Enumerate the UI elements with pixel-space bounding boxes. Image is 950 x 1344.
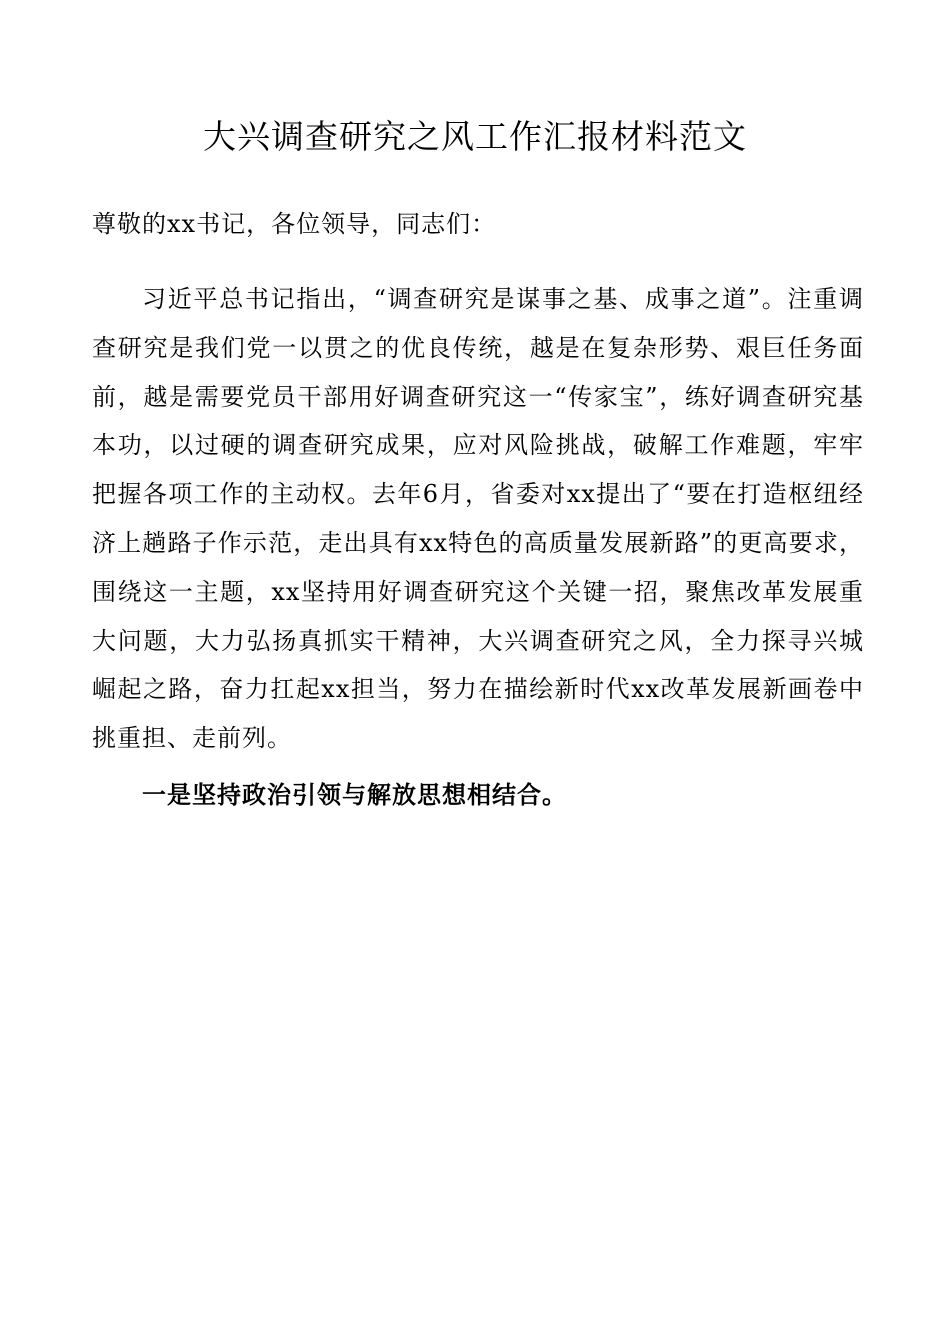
salutation: 尊敬的xx书记，各位领导，同志们：	[92, 210, 497, 238]
document-title: 大兴调查研究之风工作汇报材料范文	[203, 117, 747, 156]
section-heading: 一是坚持政治引领与解放思想相结合。	[142, 781, 567, 809]
body-paragraph: 习近平总书记指出，“调查研究是谋事之基、成事之道”。注重调查研究是我们党一以贯之的优良传统，越是在复杂形势、艰巨任务面前，越是需要党员干部用好调查研究这一“传家宝”，练好调查研究基本功，以过硬的调查研究成果，应对风险挑战，破解工作难题，牢牢把握各项工作的主动权。去年6月，省委对xx提出了“要在打造枢纽经济上趟路子作示范，走出具有xx特色的高质量发展新路”的更高要求，围绕这一主题，xx坚持用好调查研究这个关键一招，聚焦改革发展重大问题，大力弘扬真抓实干精神，大兴调查研究之风，全力探寻兴城崛起之路，奋力扛起xx担当，努力在描绘新时代xx改革发展新画卷中挑重担、走前列。	[92, 285, 864, 753]
